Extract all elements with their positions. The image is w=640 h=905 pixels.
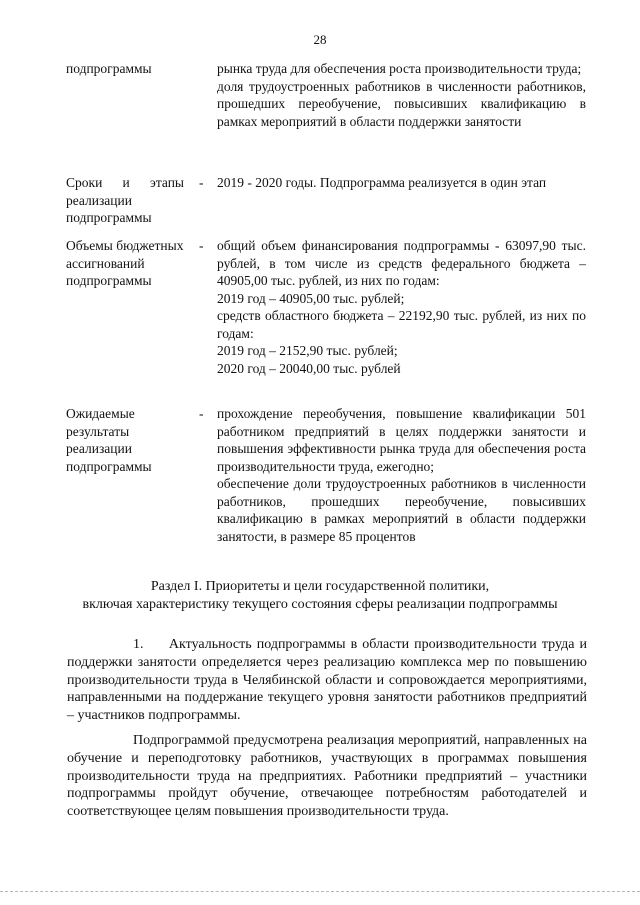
passport-dash: - [199,238,204,253]
page-number: 28 [313,32,327,47]
passport-text: рынка труда для обеспечения роста производительности труда; [217,61,582,76]
passport-dash: - [199,406,204,421]
body-paragraph: 1. Актуальность подпрограммы в области производительности труда и поддержки занятости определяется через реализацию комплекса мер по повышению производительности труда в Челябинской области и сопровождается мероприятиями, направленными на поддержание текущего уровня занятости работников предприятий – участников подпрограммы. [67,637,591,724]
passport-text: 2019 год – 40905,00 тыс. рублей; [217,290,405,306]
section-heading-line: Раздел I. Приоритеты и цели государственной политики, [150,579,490,594]
section-heading-line: включая характеристику текущего состояния сферы реализации подпрограммы [82,597,558,612]
passport-text: прохождение переобучения, повышение квалификации 501 работником предприятий в целях поддержки занятости и повышения эффективности рынка труда для обеспечения роста производительности труда, ежегодно; [217,406,586,474]
passport-label: Объемы бюджетных ассигнований подпрограммы [66,238,184,288]
passport-label: Ожидаемые результаты реализации подпрограммы [66,406,152,474]
passport-description [217,174,586,192]
passport-text: обеспечение доли трудоустроенных работников в численности работников, прошедших переобучение, повысивших квалификацию в рамках мероприятий в области поддержки занятости, в размере 85 процентов [217,476,586,544]
passport-description [217,237,586,377]
body-paragraph: Подпрограммой предусмотрена реализация мероприятий, направленных на обучение и переподготовку работников, участвующих в программах повышения производительности труда на предприятиях. Работники предприятий – участники подпрограммы пройдут обучение, отвечающее потребностям работодателей и соответствующее целям повышения производительности труда. [67,733,587,820]
passport-label: подпрограммы [66,61,152,76]
passport-text: 2019 год – 2152,90 тыс. рублей; [217,343,398,358]
passport-description [217,405,586,545]
passport-dash: - [199,175,204,190]
passport-text: общий объем финансирования подпрограммы - 63097,90 тыс. рублей, в том числе из средств федерального бюджета – 40905,00 тыс. рублей, из них по годам: [217,238,586,288]
passport-description [217,60,586,130]
passport-text: 2019 - 2020 годы. Подпрограмма реализуется в один этап [217,175,547,190]
passport-label: Сроки и этапы реализации подпрограммы [66,175,184,225]
passport-text: доля трудоустроенных работников в численности работников, прошедших переобучение, повысивших квалификацию в рамках мероприятий в области поддержки занятости [217,78,586,129]
passport-text: средств областного бюджета – 22192,90 тыс. рублей, из них по годам: [217,308,586,341]
scan-edge-line [0,891,640,894]
section-heading [40,578,600,614]
passport-text: 2020 год – 20040,00 тыс. рублей [217,360,401,376]
